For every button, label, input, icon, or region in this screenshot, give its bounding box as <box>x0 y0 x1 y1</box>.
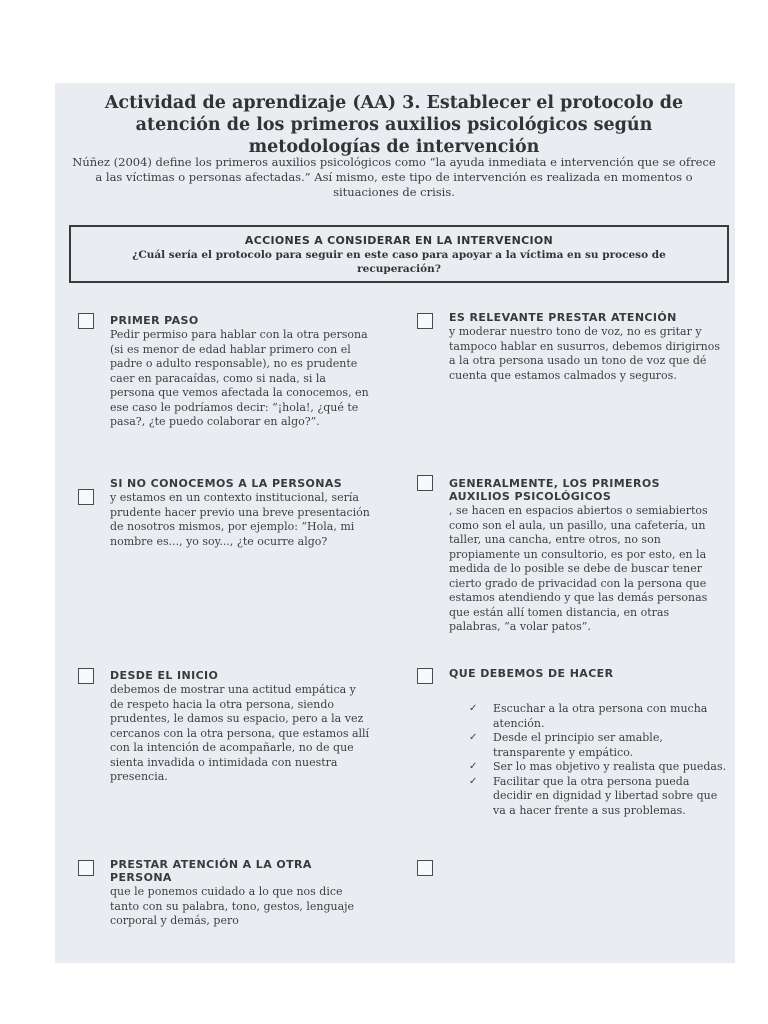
item-text: , se hacen en espacios abiertos o semiabiertos como son el aula, un pasillo, una cafetería, un taller, una cancha, entre otros, no son propiamente un consultorio, es por esto, en la medida de lo posible se debe de buscar tener cierto grado de privacidad con la persona que estamos atendiendo y que las demás personas que están allí tomen distancia, en otras palabras, “a volar patos”. <box>449 504 708 633</box>
checkbox-prestar-atencion[interactable] <box>78 860 94 876</box>
checkbox-generalmente[interactable] <box>417 475 433 491</box>
item-title: GENERALMENTE, LOS PRIMEROS AUXILIOS PSICOLÓGICOS <box>449 477 660 503</box>
checkbox-que-hacer[interactable] <box>417 668 433 684</box>
checkbox-no-conocemos[interactable] <box>78 489 94 505</box>
item-text: y estamos en un contexto institucional, sería prudente hacer previo una breve presentación de nosotros mismos, por ejemplo: “Hola, mi nombre es..., yo soy..., ¿te ocurre algo? <box>110 491 370 548</box>
item-relevante <box>449 311 729 383</box>
checkbox-primer-paso[interactable] <box>78 313 94 329</box>
actions-banner <box>69 225 729 283</box>
item-title: ES RELEVANTE PRESTAR ATENCIÓN <box>449 311 677 324</box>
item-generalmente <box>449 477 724 635</box>
check-icon: ✓ <box>469 775 478 787</box>
checklist-item: ✓ Ser lo mas objetivo y realista que puedas. <box>469 760 727 773</box>
item-prestar-atencion <box>110 858 372 929</box>
item-title: SI NO CONOCEMOS A LA PERSONAS <box>110 477 343 490</box>
item-que-hacer <box>449 667 729 818</box>
checkbox-desde-inicio[interactable] <box>78 668 94 684</box>
check-icon: ✓ <box>469 732 478 743</box>
checklist-item: ✓ Facilitar que la otra persona pueda decidir en dignidad y libertad sobre que va a hacer frente a sus problemas. <box>469 774 718 817</box>
item-primer-paso <box>110 314 372 430</box>
item-title: DESDE EL INICIO <box>110 669 219 682</box>
item-no-conocemos <box>110 477 372 549</box>
banner-question: ¿Cuál sería el protocolo para seguir en este caso para apoyar a la víctima en su proceso de recuperación? <box>132 249 666 275</box>
checklist-item: ✓ Desde el principio ser amable, transparente y empático. <box>469 731 663 759</box>
checklist-item: ✓ Escuchar a la otra persona con mucha atención. <box>469 702 708 730</box>
item-text: Pedir permiso para hablar con la otra persona (si es menor de edad hablar primero con el padre o adulto responsable), no es prudente caer en paracaídas, como si nada, si la persona que vemos afectada la conocemos, en ese caso le podríamos decir: “¡hola!, ¿qué te pasa?, ¿te puedo colaborar en algo?”. <box>110 328 369 428</box>
item-title: PRIMER PASO <box>110 314 199 327</box>
check-icon: ✓ <box>469 761 478 772</box>
checklist <box>449 702 729 818</box>
item-title: PRESTAR ATENCIÓN A LA OTRA PERSONA <box>110 858 312 884</box>
item-text: y moderar nuestro tono de voz, no es gritar y tampoco hablar en susurros, debemos dirigirnos a la otra persona usado un tono de voz que dé cuenta que estamos calmados y seguros. <box>449 325 720 382</box>
item-text: debemos de mostrar una actitud empática y de respeto hacia la otra persona, siendo prudentes, le damos su espacio, pero a la vez cercanos con la otra persona, que estamos allí con la intención de acompañarle, no de que sienta invadida o intimidada con nuestra presencia. <box>110 683 370 783</box>
checkbox-empty[interactable] <box>417 860 433 876</box>
check-icon: ✓ <box>469 703 478 714</box>
item-desde-inicio <box>110 669 372 785</box>
item-title: QUE DEBEMOS DE HACER <box>449 667 614 680</box>
intro-paragraph: Núñez (2004) define los primeros auxilios psicológicos como “la ayuda inmediata e intervención que se ofrece a las víctimas o personas afectadas.” Así mismo, este tipo de intervención es realizada en momentos o situaciones de crisis. <box>72 155 716 199</box>
banner-title: ACCIONES A CONSIDERAR EN LA INTERVENCION <box>244 234 554 247</box>
item-text: que le ponemos cuidado a lo que nos dice tanto con su palabra, tono, gestos, lenguaje corporal y demás, pero <box>110 885 355 927</box>
checkbox-relevante[interactable] <box>417 313 433 329</box>
page-title: Actividad de aprendizaje (AA) 3. Establecer el protocolo de atención de los primeros auxilios psicológicos según metodologías de intervención <box>104 93 684 157</box>
